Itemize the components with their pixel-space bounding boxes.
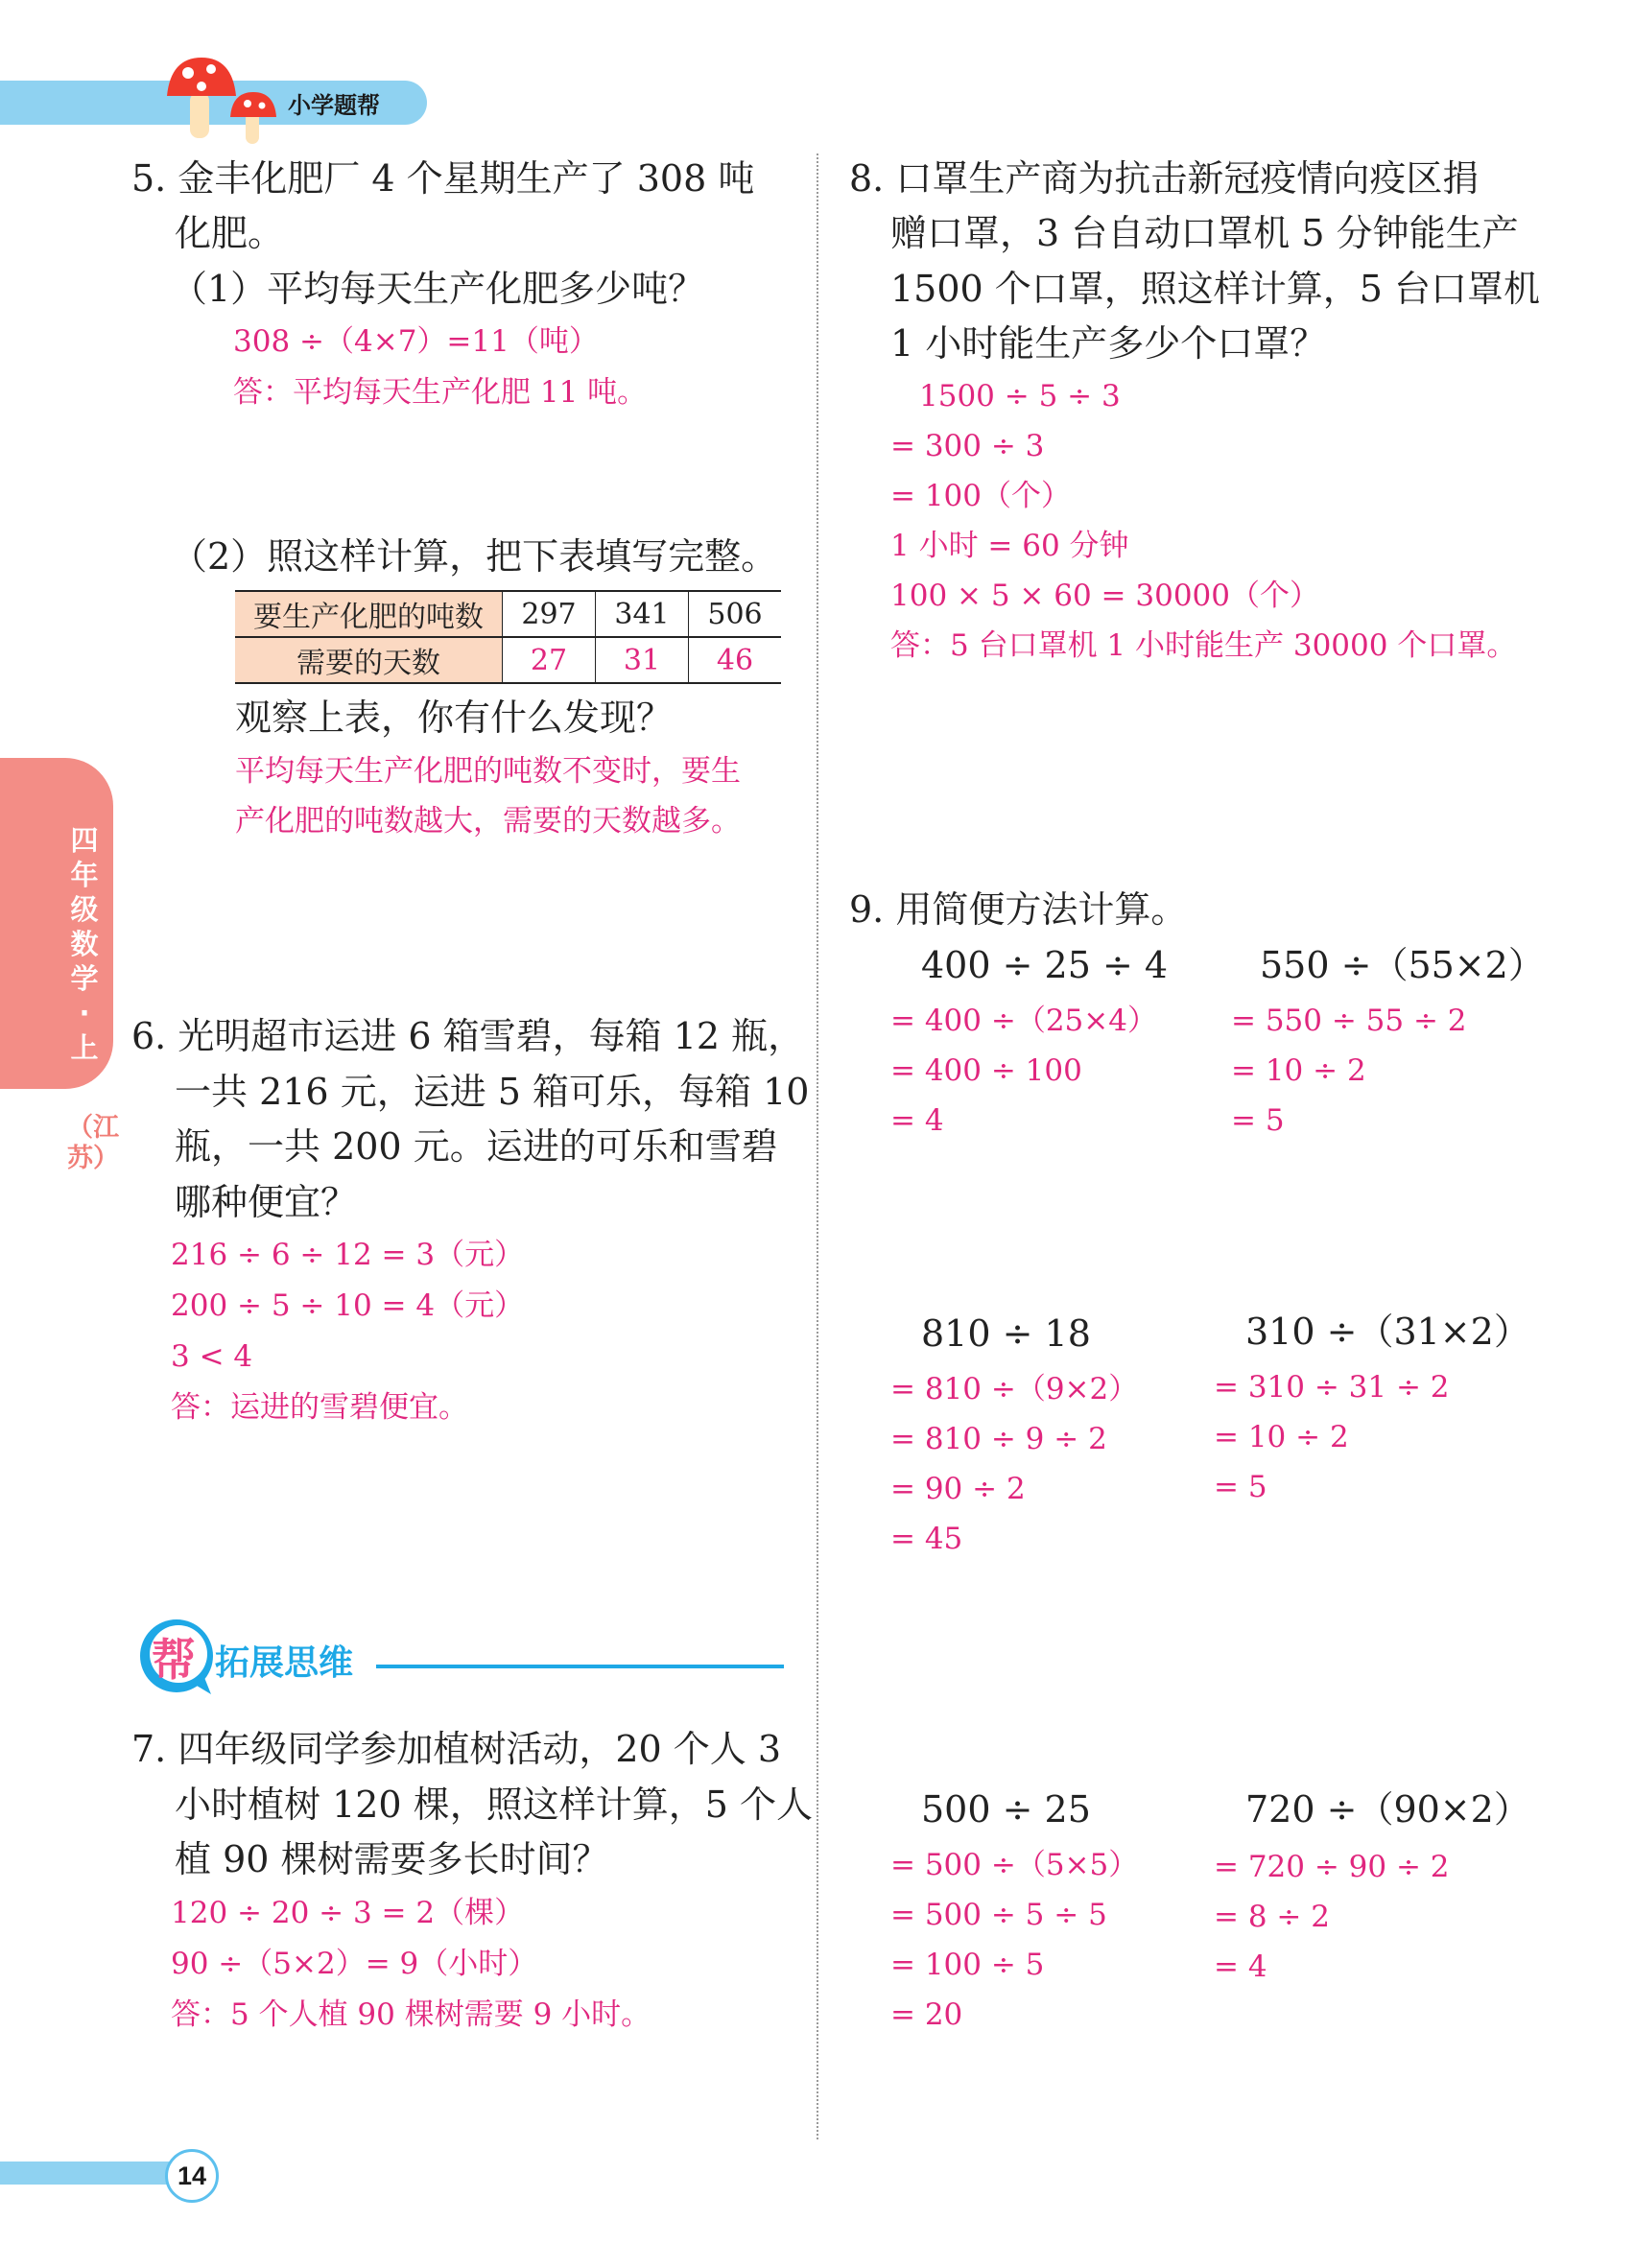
q6-answer-line: 200 ÷ 5 ÷ 10 = 4（元） xyxy=(171,1288,525,1323)
q9-step: = 5 xyxy=(1214,1470,1267,1504)
table-header-tons: 要生产化肥的吨数 xyxy=(235,591,503,637)
q5-table xyxy=(235,590,781,684)
q9-step: = 20 xyxy=(890,1997,963,2032)
q9-step: = 100 ÷ 5 xyxy=(890,1948,1045,1982)
table-row xyxy=(235,591,781,637)
q9-step: = 400 ÷ 100 xyxy=(890,1053,1082,1088)
q9-step: = 10 ÷ 2 xyxy=(1214,1420,1349,1454)
table-row xyxy=(235,637,781,683)
q6-line2: 一共 216 元，运进 5 箱可乐，每箱 10 xyxy=(175,1071,810,1113)
q9-step: = 720 ÷ 90 ÷ 2 xyxy=(1214,1850,1450,1884)
q8-line1: 8. 口罩生产商为抗击新冠疫情向疫区捐 xyxy=(849,157,1480,200)
q9-step: = 45 xyxy=(890,1522,963,1556)
q5-sub1: （1）平均每天生产化肥多少吨？ xyxy=(171,268,705,310)
q9-step: = 4 xyxy=(890,1103,944,1138)
extension-badge-char: 帮 xyxy=(152,1634,196,1686)
q7-answer-line: 120 ÷ 20 ÷ 3 = 2（棵） xyxy=(171,1896,525,1930)
q5-line1: 5. 金丰化肥厂 4 个星期生产了 308 吨 xyxy=(131,157,755,200)
q7-line3: 植 90 棵树需要多长时间？ xyxy=(175,1838,609,1880)
q9-expression: 500 ÷ 25 xyxy=(921,1788,1091,1831)
q8-answer-line: = 100（个） xyxy=(890,479,1071,513)
q6-answer-line: 答：运进的雪碧便宜。 xyxy=(171,1390,468,1425)
mushroom-logo-icon xyxy=(161,56,286,152)
q8-answer-line: 1 小时 = 60 分钟 xyxy=(890,529,1129,563)
q7-line1: 7. 四年级同学参加植树活动，20 个人 3 xyxy=(131,1728,782,1770)
q6-answer-line: 3 < 4 xyxy=(171,1339,253,1374)
q9-step: = 90 ÷ 2 xyxy=(890,1472,1026,1506)
q8-answer-line: 100 × 5 × 60 = 30000（个） xyxy=(890,579,1320,613)
q5-line2: 化肥。 xyxy=(175,212,285,254)
q7-line2: 小时植树 120 棵，照这样计算，5 个人 xyxy=(175,1784,813,1826)
q8-line4: 1 小时能生产多少个口罩？ xyxy=(890,322,1327,365)
q9-expression: 310 ÷（31×2） xyxy=(1245,1311,1530,1353)
q9-step: = 8 ÷ 2 xyxy=(1214,1900,1330,1934)
side-tab-grade: 四年级数学·上 xyxy=(70,824,99,1064)
q9-expression: 810 ÷ 18 xyxy=(921,1312,1091,1355)
extension-underline xyxy=(376,1665,784,1668)
side-tab-province: （江苏） xyxy=(67,1113,119,1173)
q8-answer-line: 答：5 台口罩机 1 小时能生产 30000 个口罩。 xyxy=(890,628,1517,663)
table-cell: 341 xyxy=(596,591,689,637)
table-header-days: 需要的天数 xyxy=(235,637,503,683)
table-cell-answer: 27 xyxy=(503,637,596,683)
table-cell: 506 xyxy=(689,591,782,637)
q9-expression: 720 ÷（90×2） xyxy=(1245,1788,1530,1831)
q6-line1: 6. 光明超市运进 6 箱雪碧，每箱 12 瓶， xyxy=(131,1015,805,1057)
table-cell: 297 xyxy=(503,591,596,637)
footer-bar xyxy=(0,2162,192,2185)
q9-expression: 400 ÷ 25 ÷ 4 xyxy=(921,944,1169,986)
column-divider xyxy=(817,154,818,2139)
q9-step: = 550 ÷ 55 ÷ 2 xyxy=(1231,1004,1467,1038)
q5-sub1-answer: 答：平均每天生产化肥 11 吨。 xyxy=(233,375,648,410)
q5-observe-answer-2: 产化肥的吨数越大，需要的天数越多。 xyxy=(235,804,741,839)
q6-answer-line: 216 ÷ 6 ÷ 12 = 3（元） xyxy=(171,1238,525,1272)
q9-step: = 810 ÷（9×2） xyxy=(890,1372,1139,1406)
q9-step: = 500 ÷（5×5） xyxy=(890,1848,1139,1882)
q9-expression: 550 ÷（55×2） xyxy=(1260,944,1545,986)
q9-step: = 400 ÷（25×4） xyxy=(890,1004,1157,1038)
header-title: 小学题帮 xyxy=(288,92,380,119)
q9-step: = 5 xyxy=(1231,1103,1285,1138)
table-cell-answer: 46 xyxy=(689,637,782,683)
q8-answer-line: 1500 ÷ 5 ÷ 3 xyxy=(919,379,1121,413)
q8-line2: 赠口罩，3 台自动口罩机 5 分钟能生产 xyxy=(890,212,1519,254)
q8-answer-line: = 300 ÷ 3 xyxy=(890,429,1045,463)
q9-step: = 500 ÷ 5 ÷ 5 xyxy=(890,1898,1107,1932)
q9-title: 9. 用简便方法计算。 xyxy=(849,888,1188,931)
page-number: 14 xyxy=(165,2149,219,2203)
q5-sub2: （2）照这样计算，把下表填写完整。 xyxy=(171,535,778,578)
q5-observe-answer-1: 平均每天生产化肥的吨数不变时，要生 xyxy=(235,754,741,789)
extension-label: 拓展思维 xyxy=(215,1643,354,1683)
q6-line4: 哪种便宜？ xyxy=(175,1181,358,1223)
q7-answer-line: 90 ÷（5×2）= 9（小时） xyxy=(171,1947,538,1981)
q8-line3: 1500 个口罩，照这样计算，5 台口罩机 xyxy=(890,268,1541,310)
q9-step: = 10 ÷ 2 xyxy=(1231,1053,1366,1088)
q5-observe: 观察上表，你有什么发现？ xyxy=(235,697,674,739)
table-cell-answer: 31 xyxy=(596,637,689,683)
q7-answer-line: 答：5 个人植 90 棵树需要 9 小时。 xyxy=(171,1997,651,2032)
q9-step: = 810 ÷ 9 ÷ 2 xyxy=(890,1422,1107,1456)
q9-step: = 4 xyxy=(1214,1949,1267,1984)
q6-line3: 瓶，一共 200 元。运进的可乐和雪碧 xyxy=(175,1125,778,1168)
q9-step: = 310 ÷ 31 ÷ 2 xyxy=(1214,1370,1450,1405)
q5-sub1-calc: 308 ÷（4×7）=11（吨） xyxy=(233,324,599,359)
